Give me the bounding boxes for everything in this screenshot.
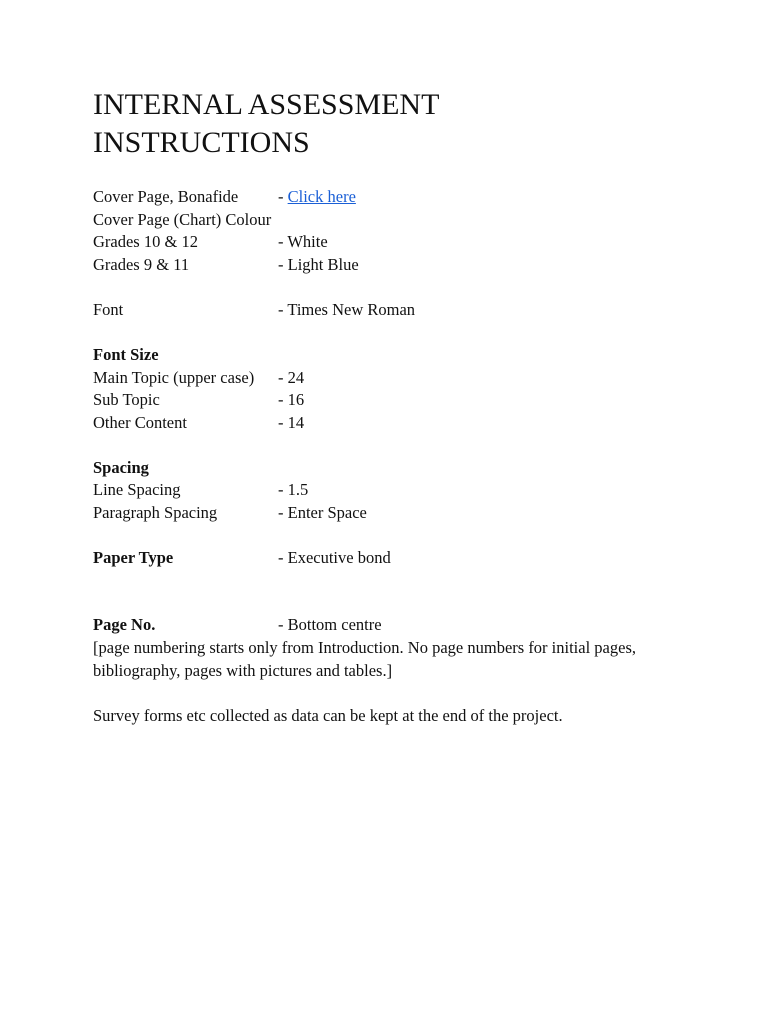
cover-colour-label: Cover Page (Chart) Colour [93,210,272,229]
font-size-row-value: - 16 [278,390,305,409]
font-size-heading-text: Font Size [93,345,159,364]
page-title [93,86,439,162]
spacing-row-value: - 1.5 [278,480,309,499]
paper-type-label: Paper Type [93,548,174,567]
survey-forms-note: Survey forms etc collected as data can be kept at the end of the project. [93,706,563,725]
cover-page-dash: - [278,187,288,206]
font-size-row-value: - 24 [278,368,305,387]
font-label: Font [93,300,124,319]
title-line-1: INTERNAL ASSESSMENT [93,88,440,121]
cover-page-value [278,186,356,208]
grades-10-12-label: Grades 10 & 12 [93,232,198,251]
grades-9-11-label: Grades 9 & 11 [93,255,190,274]
font-size-row-label: Main Topic (upper case) [93,368,255,387]
paper-type-value: - Executive bond [278,548,391,567]
page-no-value: - Bottom centre [278,615,382,634]
cover-page-label: Cover Page, Bonafide [93,187,239,206]
grades-9-11-value: - Light Blue [278,255,359,274]
grades-10-12-value: - White [278,232,328,251]
font-size-row-label: Other Content [93,413,187,432]
spacing-row-value: - Enter Space [278,503,367,522]
spacing-row-label: Line Spacing [93,480,181,499]
page-no-label: Page No. [93,615,156,634]
page-numbering-note: [page numbering starts only from Introduction. No page numbers for initial pages, bibliography, pages with pictures and tables.] [93,638,636,680]
click-here-link[interactable]: Click here [287,187,356,206]
font-size-row-value: - 14 [278,413,305,432]
spacing-row-label: Paragraph Spacing [93,503,218,522]
title-line-2: INSTRUCTIONS [93,126,310,159]
spacing-heading-text: Spacing [93,458,149,477]
font-size-row-label: Sub Topic [93,390,160,409]
font-value: - Times New Roman [278,300,416,319]
